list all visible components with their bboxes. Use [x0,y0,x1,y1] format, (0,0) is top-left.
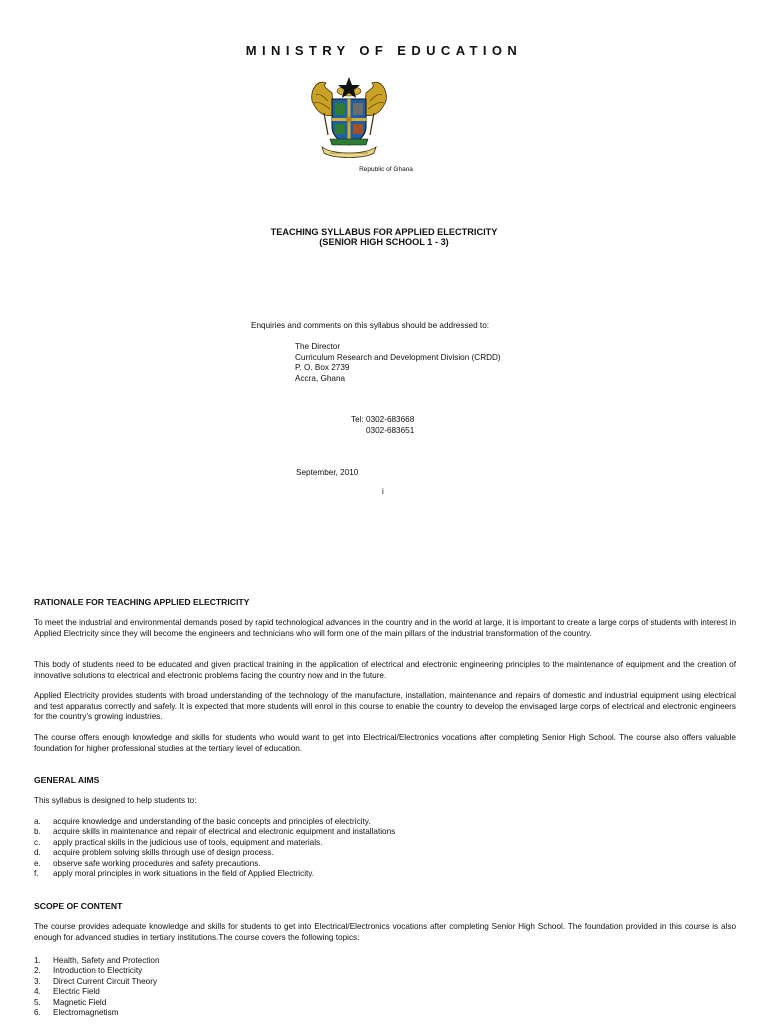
list-text: Electromagnetism [53,1008,119,1018]
list-item [34,966,736,976]
general-aims-list [34,817,736,879]
address-block [295,342,501,384]
list-text: Direct Current Circuit Theory [53,976,158,986]
list-text: Health, Safety and Protection [53,956,160,965]
rationale-paragraph: The course offers enough knowledge and skills for students who would want to get into Electrical/Electronics vocations after completing Senior High School. The course also offers valuable foundation for higher professional studies at the tertiary level of education. [34,733,736,753]
list-text: Magnetic Field [53,997,107,1007]
list-item [34,998,736,1008]
ministry-heading: MINISTRY OF EDUCATION [245,43,523,58]
page-number: i [382,487,384,496]
list-text: apply moral principles in work situations in the field of Applied Electricity. [53,869,315,879]
list-item [34,1008,736,1018]
list-item [34,977,736,987]
list-item [34,869,736,879]
list-text: Electric Field [53,987,100,997]
list-text: observe safe working procedures and safety precautions. [53,858,261,868]
list-text: acquire problem solving skills through use of design process. [53,848,274,858]
republic-caption: Republic of Ghana [359,166,413,173]
rationale-heading: RATIONALE FOR TEACHING APPLIED ELECTRICITY [34,597,250,607]
rationale-paragraph: This body of students need to be educated and given practical training in the application of electrical and electronic engineering principles to the maintenance of equipment and the creation of innovative solutions to electrical and electronic problems facing the country now and in the future. [34,660,736,680]
scope-paragraph: The course provides adequate knowledge and skills for students to get into Electrical/Electronics vocations after completing Senior High School. The foundation provided in this course is also enough for advanced studies in tertiary institutions.The course covers the following topics: [34,922,736,942]
address-line: The Director [295,342,341,351]
list-text: acquire knowledge and understanding of the basic concepts and principles of electricity. [53,817,371,826]
list-marker: d. [34,848,41,858]
publication-date: September, 2010 [296,468,359,477]
list-item [34,987,736,997]
address-line: Accra, Ghana [295,373,346,383]
list-item [34,848,736,858]
enquiries-line: Enquiries and comments on this syllabus should be addressed to: [251,321,490,330]
list-item [34,838,736,848]
list-marker: b. [34,827,41,837]
list-marker: c. [34,837,41,847]
list-marker: 2. [34,966,41,976]
ghana-coat-of-arms-icon [308,75,390,161]
list-item [34,817,736,827]
syllabus-subtitle: (SENIOR HIGH SCHOOL 1 - 3) [319,237,449,247]
list-marker: e. [34,858,41,868]
rationale-paragraph: Applied Electricity provides students with broad understanding of the technology of the manufacture, installation, maintenance and repairs of domestic and industrial equipment using electrical and test apparatus correctly and safely. It is expected that more students will enrol in this course to enable the country to develop the envisaged large corps of electrical and electronic engineers for the country’s growing industries. [34,691,736,721]
list-marker: f. [34,869,39,879]
list-item [34,859,736,869]
list-marker: 6. [34,1008,41,1018]
list-text: apply practical skills in the judicious use of tools, equipment and materials. [53,837,323,847]
scope-heading: SCOPE OF CONTENT [34,901,123,911]
list-marker: 4. [34,987,41,997]
list-text: acquire skills in maintenance and repair of electrical and electronic equipment and installations [53,827,396,837]
list-marker: 5. [34,997,41,1007]
list-marker: 1. [34,956,41,965]
list-text: Introduction to Electricity [53,966,143,976]
general-aims-heading: GENERAL AIMS [34,775,100,785]
list-item [34,827,736,837]
list-marker: a. [34,817,41,826]
rationale-paragraph: To meet the industrial and environmental demands posed by rapid technological advances in the country and in the world at large, it is important to create a large corps of students with interest in Applied Electricity since they will become the engineers and technicians who will form one of the main pillars of the industrial transformation of the country. [34,618,736,638]
list-item [34,956,736,966]
list-marker: 3. [34,976,41,986]
general-aims-intro: This syllabus is designed to help students to: [34,796,197,805]
telephone-line: 0302-683651 [366,425,415,435]
telephone-line: Tel: 0302-683668 [351,415,415,424]
syllabus-title: TEACHING SYLLABUS FOR APPLIED ELECTRICITY [270,227,498,237]
address-line: P. O. Box 2739 [295,363,350,372]
telephone-block [351,415,414,436]
topics-list [34,956,736,1018]
address-line: Curriculum Research and Development Division (CRDD) [295,352,501,362]
